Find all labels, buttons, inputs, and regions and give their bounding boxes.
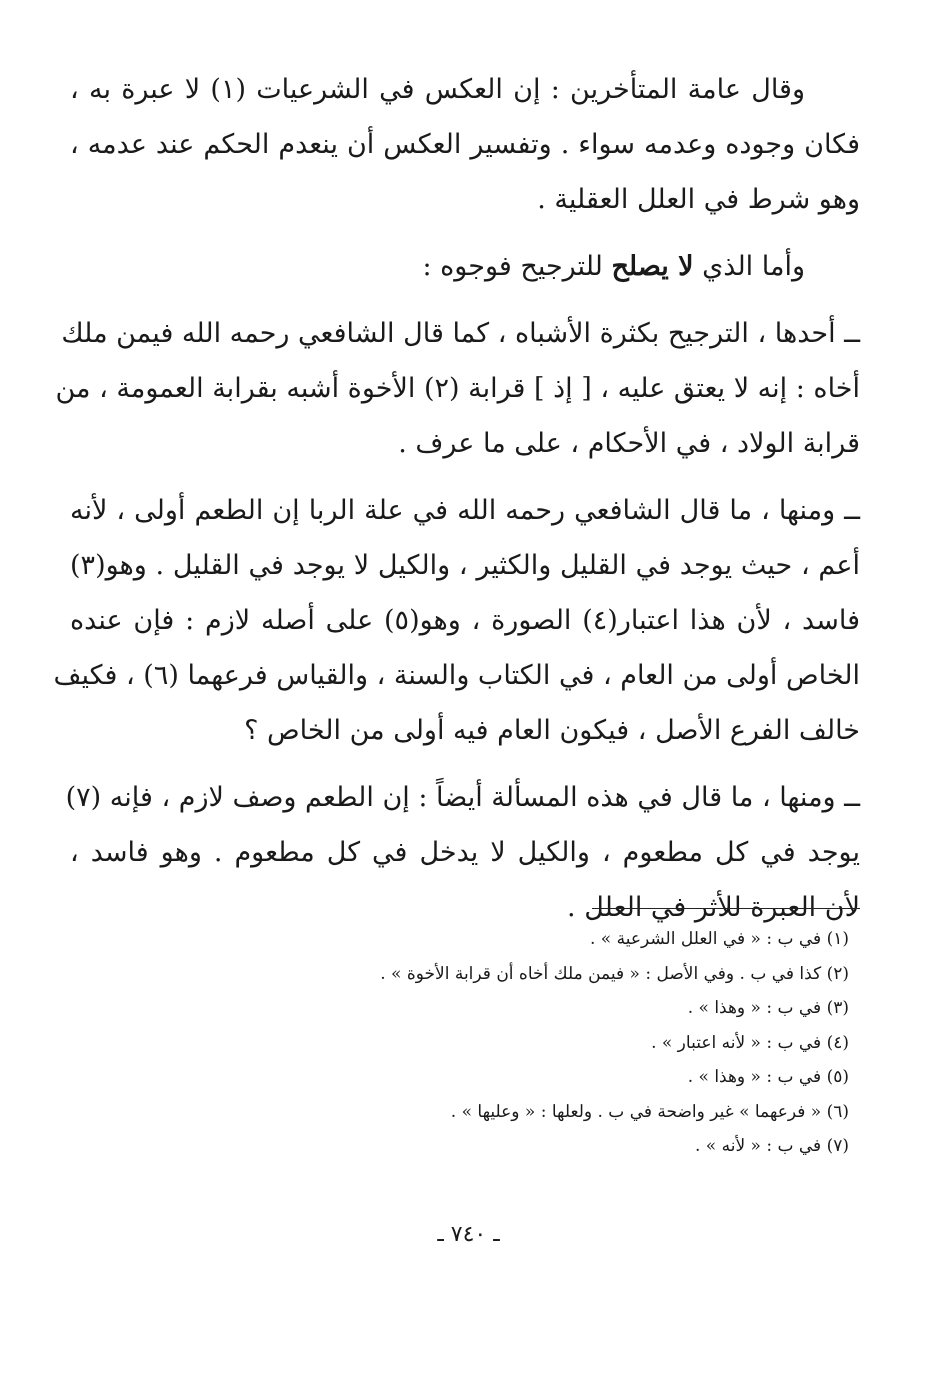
page-number: ـ ٧٤٠ ـ <box>437 1222 500 1247</box>
text-line: وقال عامة المتأخرين : إن العكس في الشرعيات (١) لا عبرة به ، <box>70 74 805 105</box>
paragraph-4 <box>53 483 860 758</box>
paragraph-2 <box>70 239 860 294</box>
footnote-4: (٤) في ب : « لأنه اعتبار » . <box>651 1032 849 1053</box>
paragraph-5 <box>65 770 860 935</box>
text-line: وهو شرط في العلل العقلية . <box>537 184 860 215</box>
footnote-3: (٣) في ب : « وهذا » . <box>687 998 849 1018</box>
text-line: لأن العبرة للأثر في العلل . <box>567 892 860 923</box>
text-line: فاسد ، لأن هذا اعتبار(٤) الصورة ، وهو(٥) على أصله لازم : فإن عنده <box>70 605 860 636</box>
footnote-2: (٢) كذا في ب . وفي الأصل : « فيمن ملك أخاه أن قرابة الأخوة » . <box>380 963 849 984</box>
text-line: ــ أحدها ، الترجيح بكثرة الأشباه ، كما قال الشافعي رحمه الله فيمن ملك <box>61 318 860 349</box>
text-line: ــ ومنها ، ما قال في هذه المسألة أيضاً : إن الطعم وصف لازم ، فإنه (٧) <box>65 782 860 813</box>
text-line: ــ ومنها ، ما قال الشافعي رحمه الله في علة الربا إن الطعم أولى ، لأنه <box>70 495 860 526</box>
paragraph-3 <box>55 306 860 471</box>
footnote-6: (٦) « فرعهما » غير واضحة في ب . ولعلها : « وعليها » . <box>450 1101 849 1122</box>
footnote-5: (٥) في ب : « وهذا » . <box>687 1067 849 1087</box>
text-line: خالف الفرع الأصل ، فيكون العام فيه أولى من الخاص ؟ <box>244 715 860 746</box>
bold-phrase: لا يصلح <box>611 251 694 282</box>
paragraph-1 <box>70 62 860 227</box>
text-line <box>70 239 805 294</box>
text-line: الخاص أولى من العام ، في الكتاب والسنة ، والقياس فرعهما (٦) ، فكيف <box>53 660 860 691</box>
text-run: وأما الذي <box>693 251 805 282</box>
text-line: يوجد في كل مطعوم ، والكيل لا يدخل في كل مطعوم . وهو فاسد ، <box>70 837 860 868</box>
text-run: للترجيح فوجوه : <box>422 251 612 282</box>
text-line: فكان وجوده وعدمه سواء . وتفسير العكس أن ينعدم الحكم عند عدمه ، <box>70 129 860 160</box>
footnotes <box>149 922 849 1164</box>
text-line: قرابة الولاد ، في الأحكام ، على ما عرف . <box>398 428 860 459</box>
text-line: أخاه : إنه لا يعتق عليه ، [ إذ ] قرابة (٢) الأخوة أشبه بقرابة العمومة ، من <box>55 373 860 404</box>
footnote-divider <box>592 908 860 909</box>
footnote-1: (١) في ب : « في العلل الشرعية » . <box>589 929 849 949</box>
text-line: أعم ، حيث يوجد في القليل والكثير ، والكيل لا يوجد في القليل . وهو(٣) <box>70 550 860 581</box>
footnote-7: (٧) في ب : « لأنه » . <box>694 1136 849 1156</box>
main-text <box>53 62 860 947</box>
